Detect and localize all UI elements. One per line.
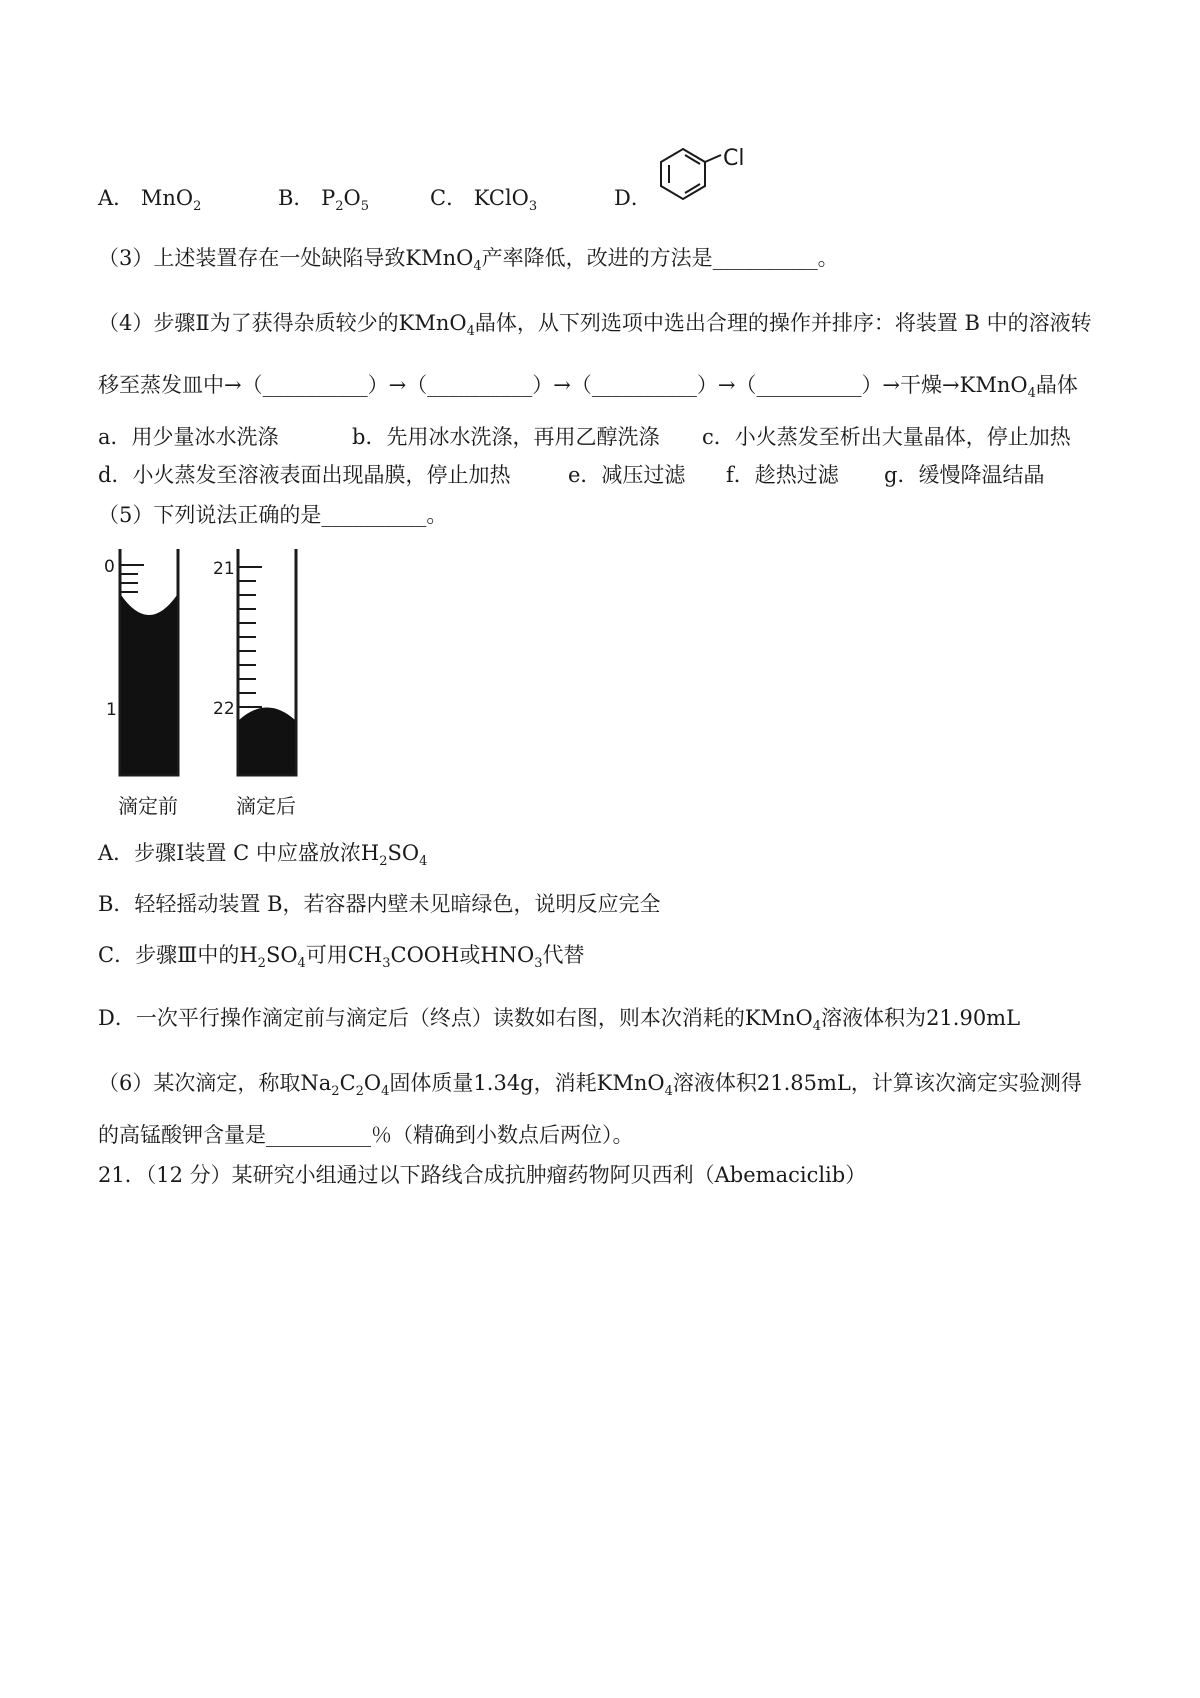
caption-after: 滴定后 (236, 794, 296, 818)
q6-s1: 2 (331, 1084, 340, 1099)
q3-text-1: （3）上述装置存在一处缺陷导致 (98, 246, 406, 270)
q6-t2: 固体质量 (389, 1071, 474, 1095)
q6-mass: 1.34g (473, 1071, 534, 1095)
question-4-line-1 (98, 308, 1092, 338)
q5-option-c (98, 940, 585, 970)
q4-text-2: 晶体，从下列选项中选出合理的操作并排序：将装置 B 中的溶液转 (474, 311, 1092, 335)
q4-formula-sub: 4 (466, 324, 475, 339)
option-b-sub-2: 5 (360, 199, 370, 214)
burette-before (104, 549, 178, 775)
burette-figure (100, 545, 320, 780)
q5c-f4: COOH (390, 943, 460, 967)
option-b-formula-o: O (343, 186, 361, 210)
q3-end: 。 (817, 246, 839, 270)
chlorine-label: Cl (723, 146, 745, 171)
q4-step-start: 移至蒸发皿中→（ (98, 373, 263, 397)
question-21: 21．（12 分）某研究小组通过以下路线合成抗肿瘤药物阿贝西利（Abemaciclib） (98, 1163, 867, 1187)
option-b (278, 183, 369, 213)
q5a-text: A．步骤Ⅰ装置 C 中应盛放浓 (98, 841, 361, 865)
q6-l2a: 的高锰酸钾含量是 (98, 1123, 266, 1147)
option-c (430, 183, 537, 213)
before-tick-1: 1 (106, 700, 117, 720)
q5c-f1: H (239, 943, 258, 967)
q4-sep-2: ）→（ (532, 373, 592, 397)
q5c-t1: C．步骤Ⅲ中的 (98, 943, 240, 967)
q4-sep-1: ）→（ (367, 373, 428, 397)
q6-l2b: ％（精确到小数点后两位）。 (371, 1123, 634, 1147)
q3-answer-blank[interactable]: __________ (712, 246, 818, 270)
q4-formula-2-sub: 4 (1027, 386, 1036, 401)
q5c-s2: 4 (297, 956, 306, 971)
q6-t3: ，消耗 (533, 1071, 597, 1095)
q5-end: 。 (426, 503, 448, 527)
q5d-t1: D．一次平行操作滴定前与滴定后（终点）读数如右图，则本次消耗的 (98, 1006, 745, 1030)
q4-option-d: d．小火蒸发至溶液表面出现晶膜，停止加热 (98, 463, 511, 487)
q5c-f5: HNO (480, 943, 535, 967)
q5c-s1: 2 (257, 956, 266, 971)
q5-option-d (98, 1003, 1020, 1033)
q4-option-c: c．小火蒸发至析出大量晶体，停止加热 (702, 425, 1071, 449)
q6-s2: 2 (355, 1084, 364, 1099)
q4-option-e: e．减压过滤 (568, 463, 686, 487)
chlorobenzene-structure (655, 145, 775, 205)
after-tick-22: 22 (213, 699, 235, 719)
option-b-sub-1: 2 (335, 199, 344, 214)
q5c-t4: 代替 (542, 943, 585, 967)
q4-option-a: a．用少量冰水洗涤 (98, 425, 279, 449)
q6-f4: KMnO (596, 1071, 665, 1095)
q5c-s5: 3 (534, 956, 543, 971)
option-b-formula-p: P (321, 186, 336, 210)
q4-blank-1[interactable]: __________ (262, 373, 368, 397)
question-5-stem (98, 500, 447, 530)
option-a-sub: 2 (193, 199, 202, 214)
q5c-f2: SO (265, 943, 298, 967)
q4-formula-2: KMnO (959, 373, 1028, 397)
q5d-t2: 溶液体积为 (821, 1006, 927, 1030)
q6-answer-blank[interactable]: __________ (266, 1123, 371, 1147)
q4-crystal: 晶体 (1035, 373, 1078, 397)
q6-f3: O (363, 1071, 382, 1095)
q4-option-b: b．先用冰水洗涤，再用乙醇洗涤 (352, 425, 660, 449)
q6-t5: ，计算该次滴定实验测得 (850, 1071, 1082, 1095)
q5d-value: 21.90mL (926, 1006, 1021, 1030)
q5c-t2: 可用 (305, 943, 348, 967)
q4-blank-2[interactable]: __________ (427, 373, 533, 397)
option-b-label: B． (278, 186, 315, 210)
q6-volume: 21.85mL (756, 1071, 851, 1095)
q5d-s1: 4 (812, 1019, 822, 1034)
q5a-s2: 4 (419, 854, 428, 869)
q3-formula: KMnO (405, 246, 474, 270)
option-a (98, 183, 201, 213)
q5-option-b: B．轻轻摇动装置 B，若容器内壁未见暗绿色，说明反应完全 (98, 892, 661, 916)
q6-s4: 4 (664, 1084, 673, 1099)
q5a-f2: SO (387, 841, 420, 865)
option-c-formula: KClO (473, 186, 529, 210)
question-4-line-2 (98, 370, 1078, 400)
q6-f2: C (339, 1071, 356, 1095)
question-6-line-1 (98, 1068, 1082, 1098)
q4-blank-3[interactable]: __________ (591, 373, 697, 397)
q3-formula-sub: 4 (473, 259, 482, 274)
before-tick-0: 0 (104, 557, 115, 577)
option-a-formula: MnO (140, 186, 194, 210)
caption-before: 滴定前 (118, 794, 178, 818)
option-c-label: C． (430, 186, 468, 210)
question-3 (98, 243, 839, 273)
option-c-sub: 3 (528, 199, 538, 214)
q5-text: （5）下列说法正确的是 (98, 503, 322, 527)
q5-answer-blank[interactable]: __________ (321, 503, 427, 527)
question-6-line-2 (98, 1120, 634, 1150)
q4-blank-4[interactable]: __________ (756, 373, 862, 397)
q5c-f3: CH (347, 943, 383, 967)
after-tick-21: 21 (213, 559, 235, 579)
q3-text-2: 产率降低，改进的方法是 (481, 246, 713, 270)
burette-after (213, 549, 296, 775)
q4-sep-3: ）→（ (696, 373, 757, 397)
q6-s3: 4 (381, 1084, 390, 1099)
option-d (614, 183, 652, 213)
q5d-f1: KMnO (744, 1006, 813, 1030)
q5a-s1: 2 (379, 854, 388, 869)
q6-t4: 溶液体积 (672, 1071, 757, 1095)
q5a-f1: H (360, 841, 380, 865)
q4-text-1: （4）步骤Ⅱ为了获得杂质较少的 (98, 311, 399, 335)
option-d-label: D． (614, 186, 652, 210)
q4-formula: KMnO (398, 311, 467, 335)
q5c-t3: 或 (459, 943, 481, 967)
option-a-label: A． (98, 186, 135, 210)
q4-option-g: g．缓慢降温结晶 (884, 463, 1045, 487)
q4-option-f: f．趁热过滤 (726, 463, 839, 487)
q5c-s3: 3 (382, 956, 391, 971)
q6-f1: Na (300, 1071, 332, 1095)
q5-option-a (98, 838, 427, 868)
q4-step-end: ）→干燥→ (861, 373, 960, 397)
q6-t1: （6）某次滴定，称取 (98, 1071, 301, 1095)
